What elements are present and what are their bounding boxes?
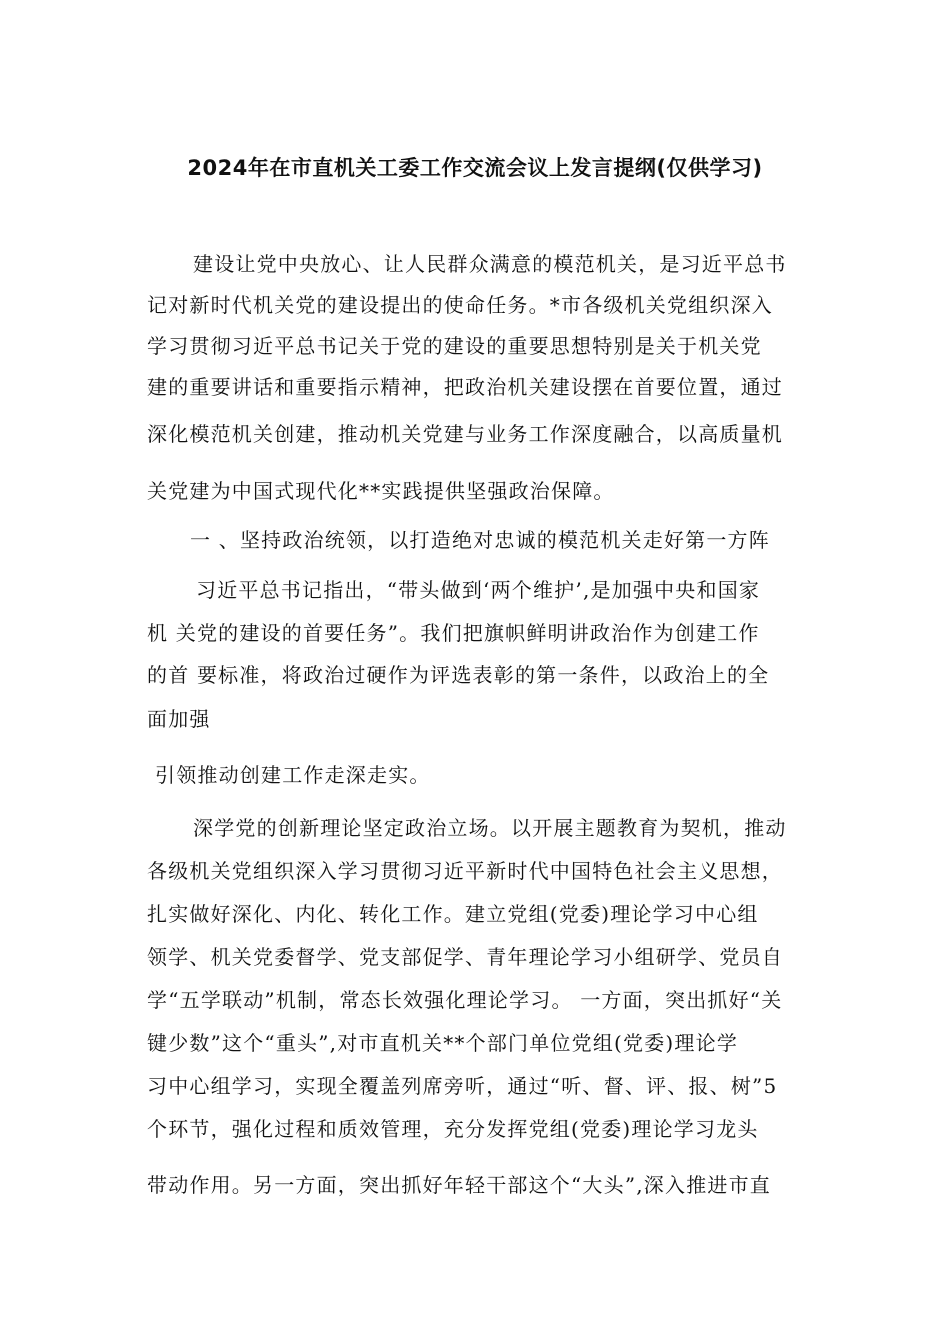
para-2-line-4: 领学、机关党委督学、党支部促学、青年理论学习小组研学、党员自 (147, 945, 783, 969)
section-1-line-2: 机 关党的建设的首要任务”。我们把旗帜鲜明讲政治作为创建工作 (147, 621, 760, 645)
para-2-line-3: 扎实做好深化、内化、转化工作。建立党组(党委)理论学习中心组 (147, 902, 759, 926)
para-2-line-6: 键少数”这个“重头”,对市直机关**个部门单位党组(党委)理论学 (147, 1031, 739, 1055)
intro-line-5: 深化模范机关创建，推动机关党建与业务工作深度融合，以高质量机 (147, 422, 783, 446)
para-2-line-8: 个环节，强化过程和质效管理，充分发挥党组(党委)理论学习龙头 (147, 1117, 759, 1141)
intro-line-1: 建设让党中央放心、让人民群众满意的模范机关，是习近平总书 (193, 252, 787, 276)
section-1-line-1: 习近平总书记指出，“带头做到‘两个维护’,是加强中央和国家 (196, 578, 761, 602)
section-1-heading: 一 、坚持政治统领，以打造绝对忠诚的模范机关走好第一方阵 (190, 528, 770, 552)
document-title: 2024年在市直机关工委工作交流会议上发言提纲(仅供学习) (187, 156, 763, 180)
section-1-line-4: 面加强 (147, 707, 211, 731)
section-1-line-5: 引领推动创建工作走深走实。 (155, 763, 431, 787)
para-2-line-5: 学“五学联动”机制，常态长效强化理论学习。 一方面，突出抓好“关 (147, 988, 783, 1012)
para-2-line-9: 带动作用。另一方面，突出抓好年轻干部这个“大头”,深入推进市直 (147, 1173, 772, 1197)
para-2-line-2: 各级机关党组织深入学习贯彻习近平新时代中国特色社会主义思想， (147, 859, 783, 883)
section-1-line-3: 的首 要标准，将政治过硬作为评选表彰的第一条件，以政治上的全 (147, 663, 770, 687)
intro-line-2: 记对新时代机关党的建设提出的使命任务。*市各级机关党组织深入 (147, 293, 773, 317)
intro-line-6: 关党建为中国式现代化**实践提供坚强政治保障。 (147, 479, 615, 503)
intro-line-3: 学习贯彻习近平总书记关于党的建设的重要思想特别是关于机关党 (147, 334, 762, 358)
intro-line-4: 建的重要讲话和重要指示精神，把政治机关建设摆在首要位置，通过 (147, 375, 783, 399)
para-2-line-7: 习中心组学习，实现全覆盖列席旁听，通过“听、督、评、报、树”5 (147, 1074, 778, 1098)
para-2-line-1: 深学党的创新理论坚定政治立场。以开展主题教育为契机，推动 (193, 816, 787, 840)
